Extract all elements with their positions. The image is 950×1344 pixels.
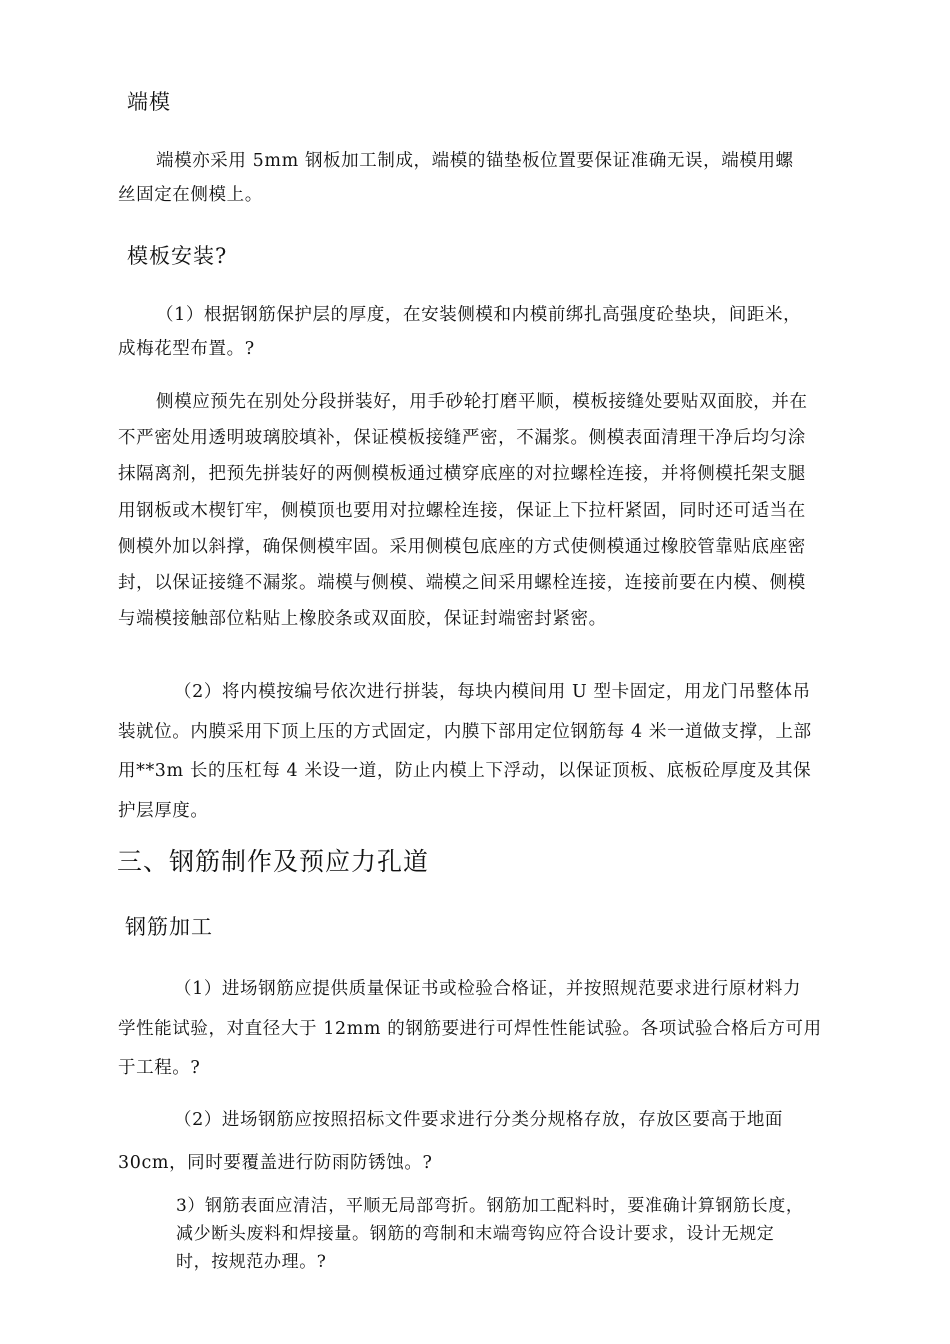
text-line: 与端模接触部位粘贴上橡胶条或双面胶，保证封端密封紧密。 <box>118 609 607 630</box>
paragraph-duanmo <box>118 144 794 212</box>
text-line: 减少断头废料和焊接量。钢筋的弯制和末端弯钩应符合设计要求，设计无规定 <box>176 1224 775 1244</box>
paragraph-install-1 <box>118 298 801 366</box>
text-line: 学性能试验，对直径大于 12mm 的钢筋要进行可焊性性能试验。各项试验合格后方可用 <box>118 1018 822 1039</box>
text-line: 封，以保证接缝不漏浆。端模与侧模、端模之间采用螺栓连接，连接前要在内模、侧模 <box>118 573 806 594</box>
text-line: （1）进场钢筋应提供质量保证书或检验合格证，并按照规范要求进行原材料力 <box>174 979 802 999</box>
text-line: （2）将内模按编号依次进行拼装，每块内模间用 U 型卡固定，用龙门吊整体吊 <box>174 682 811 702</box>
text-line: 成梅花型布置。? <box>118 339 255 359</box>
paragraph-rebar-1 <box>118 970 822 1089</box>
text-line: 不严密处用透明玻璃胶填补，保证模板接缝严密，不漏浆。侧模表面清理干净后均匀涂 <box>118 428 806 449</box>
text-line: （1）根据钢筋保护层的厚度，在安装侧模和内模前绑扎高强度砼垫块，间距米， <box>156 305 802 325</box>
heading-rebar: 钢筋加工 <box>125 915 213 939</box>
text-line: 装就位。内膜采用下顶上压的方式固定，内膜下部用定位钢筋每 4 米一道做支撑，上部 <box>118 721 812 742</box>
heading-install: 模板安装? <box>127 244 228 268</box>
paragraph-rebar-2 <box>118 1099 783 1185</box>
text-line: 时，按规范办理。? <box>176 1252 327 1272</box>
text-line: 30cm，同时要覆盖进行防雨防锈蚀。? <box>118 1153 433 1173</box>
text-line: 护层厚度。 <box>118 800 209 821</box>
text-line: 抹隔离剂，把预先拼装好的两侧模板通过横穿底座的对拉螺栓连接，并将侧模托架支腿 <box>118 464 806 485</box>
section-heading: 三、钢筋制作及预应力孔道 <box>117 847 430 876</box>
text-line: （2）进场钢筋应按照招标文件要求进行分类分规格存放，存放区要高于地面 <box>174 1110 784 1130</box>
text-line: 侧模外加以斜撑，确保侧模牢固。采用侧模包底座的方式使侧模通过橡胶管靠贴底座密 <box>118 536 806 557</box>
paragraph-install-2 <box>118 384 808 637</box>
text-line: 丝固定在侧模上。 <box>118 185 263 205</box>
text-line: 侧模应预先在别处分段拼装好，用手砂轮打磨平顺，模板接缝处要贴双面胶，并在 <box>156 392 808 412</box>
paragraph-rebar-3 <box>176 1192 803 1276</box>
text-line: 用**3m 长的压杠每 4 米设一道，防止内模上下浮动，以保证顶板、底板砼厚度及其保 <box>118 761 812 781</box>
text-line: 于工程。? <box>118 1058 201 1078</box>
text-line: 3）钢筋表面应清洁，平顺无局部弯折。钢筋加工配料时，要准确计算钢筋长度， <box>176 1196 804 1216</box>
heading-duanmo: 端模 <box>127 90 171 114</box>
text-line: 用钢板或木楔钉牢，侧模顶也要用对拉螺栓连接，保证上下拉杆紧固，同时还可适当在 <box>118 500 806 521</box>
text-line: 端模亦采用 5mm 钢板加工制成，端模的锚垫板位置要保证准确无误，端模用螺 <box>156 151 794 171</box>
paragraph-install-3 <box>118 673 812 831</box>
